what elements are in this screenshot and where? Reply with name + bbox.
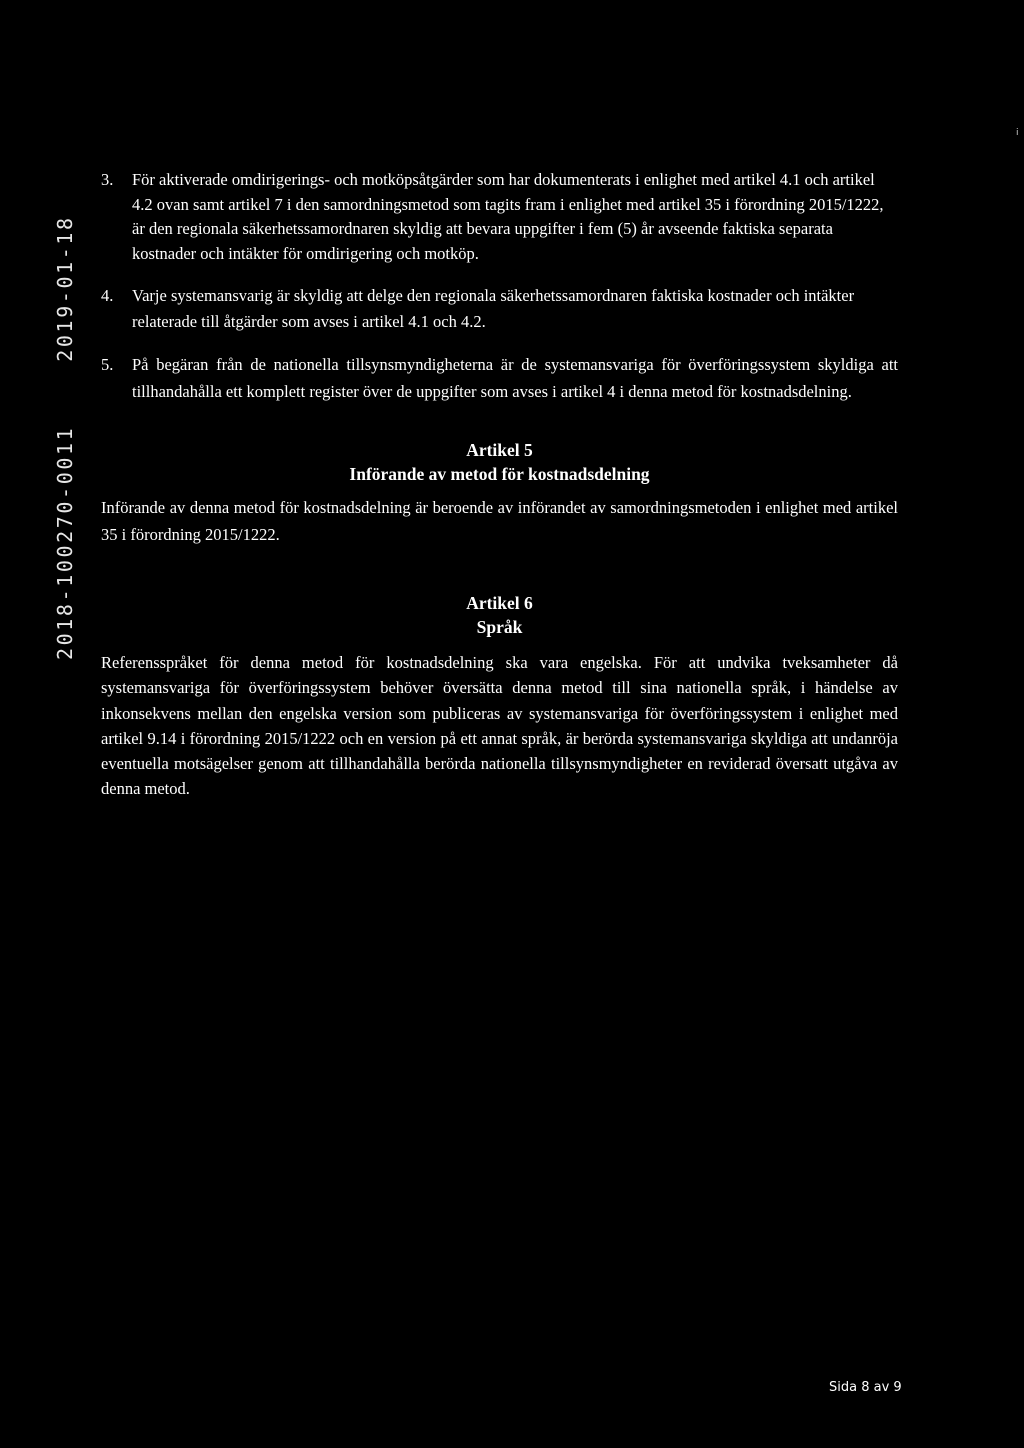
article-5-title: Införande av metod för kostnadsdelning [349, 464, 650, 484]
article-6-heading [101, 591, 898, 639]
article-6-number: Artikel 6 [466, 593, 533, 613]
document-id-stamp [53, 215, 77, 660]
item-text: Varje systemansvarig är skyldig att delge den regionala säkerhetssamordnaren faktiska kostnader och intäkter relaterade till åtgärder som avses i artikel 4.1 och 4.2. [132, 286, 855, 331]
article-6-title: Språk [476, 617, 523, 637]
stamp-date: 2019-01-18 [53, 215, 77, 362]
item-text: För aktiverade omdirigerings- och motköpsåtgärder som har dokumenterats i enlighet med artikel 4.1 och artikel 4.2 ovan samt artikel 7 i den samordningsmetod som tagits fram i enlighet med artikel 35 i förordning 2015/1222, är den regionala säkerhetssamordnaren skyldig att bevara uppgifter i fem (5) år avseende faktiska separata kostnader och intäkter för omdirigering och motköp. [132, 170, 884, 263]
article-5-number: Artikel 5 [466, 440, 533, 460]
case-number: 2018-100270-0011 [53, 425, 77, 660]
item-text: På begäran från de nationella tillsynsmyndigheterna är de systemansvariga för överföringssystem skyldiga att tillhandahålla ett komplett register över de uppgifter som avses i artikel 4 i denna metod för kostnadsdelning. [132, 355, 898, 401]
corner-mark: i [1016, 128, 1019, 138]
page-number: Sida 8 av 9 [829, 1380, 902, 1395]
item-number: 5. [101, 355, 114, 374]
article-5-text: Införande av denna metod för kostnadsdelning är beroende av införandet av samordningsmetoden i enlighet med artikel 35 i förordning 2015/1222. [101, 498, 898, 544]
article-6-text: Referensspråket för denna metod för kostnadsdelning ska vara engelska. För att undvika tveksamheter då systemansvariga för överföringssystem behöver översätta denna metod till sina nationella språk, i händelse av inkonsekvens mellan den engelska version som publiceras av systemansvariga för överföringssystem i enlighet med artikel 9.14 i förordning 2015/1222 och en version på ett annat språk, är berörda systemansvariga skyldiga att undanröja eventuella motsägelser genom att tillhandahålla berörda nationella tillsynsmyndigheter en reviderad översatt utgåva av denna metod. [101, 653, 898, 799]
list-item [101, 351, 898, 405]
item-number: 4. [101, 286, 114, 305]
list-item [101, 283, 898, 335]
article-5-heading [101, 438, 898, 486]
document-body [101, 168, 898, 802]
list-item [101, 168, 898, 266]
item-number: 3. [101, 170, 114, 189]
